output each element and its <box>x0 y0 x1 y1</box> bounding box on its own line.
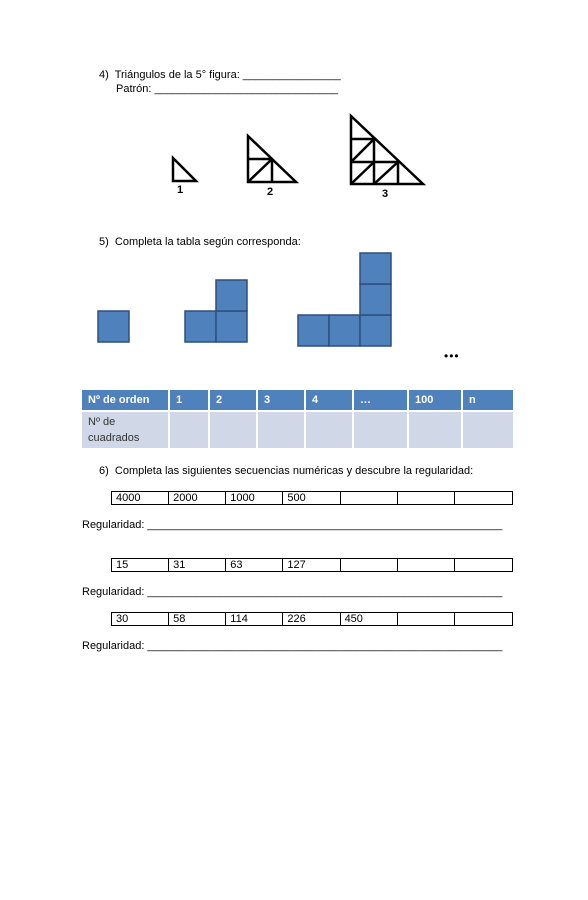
sequence-table-2 <box>111 558 513 572</box>
sequence-cell: 31 <box>169 559 226 572</box>
row-label <box>82 411 169 448</box>
q5-title: 5) Completa la tabla según corresponda: <box>99 236 301 248</box>
sequence-blank-cell[interactable] <box>397 613 454 626</box>
answer-cell[interactable] <box>169 411 209 448</box>
sequence-blank-cell[interactable] <box>454 613 512 626</box>
sequence-cell: 4000 <box>112 492 169 505</box>
sequence-cell: 15 <box>112 559 169 572</box>
sequence-cell: 500 <box>283 492 340 505</box>
row-label-line1: Nº de <box>88 416 116 428</box>
answer-cell[interactable] <box>305 411 353 448</box>
regularidad-line-2: Regularidad: __________________________________________________________ <box>82 586 503 598</box>
header-cell: n <box>462 390 513 411</box>
sequence-row <box>112 492 513 505</box>
regularidad-line-3: Regularidad: __________________________________________________________ <box>82 640 503 652</box>
sequence-cell: 450 <box>340 613 397 626</box>
square-figure-3 <box>298 253 391 346</box>
header-cell: 3 <box>257 390 305 411</box>
ellipsis-dots: ••• <box>444 349 460 363</box>
answer-cell[interactable] <box>408 411 462 448</box>
answer-cell[interactable] <box>353 411 408 448</box>
header-cell: 1 <box>169 390 209 411</box>
order-table-body-row <box>82 411 513 448</box>
q6-title: 6) Completa las siguientes secuencias numéricas y descubre la regularidad: <box>99 465 474 477</box>
sequence-blank-cell[interactable] <box>454 492 512 505</box>
q4-pattern-line: Patrón: ______________________________ <box>116 83 339 95</box>
sequence-cell: 63 <box>226 559 283 572</box>
figure-label-1: 1 <box>177 184 184 196</box>
answer-cell[interactable] <box>462 411 513 448</box>
sequence-cell: 2000 <box>169 492 226 505</box>
regularidad-line-1: Regularidad: __________________________________________________________ <box>82 519 503 531</box>
sequence-blank-cell[interactable] <box>397 559 454 572</box>
sequence-blank-cell[interactable] <box>397 492 454 505</box>
square-figure-1 <box>98 311 129 342</box>
answer-cell[interactable] <box>257 411 305 448</box>
order-table-header <box>82 390 513 411</box>
sequence-cell: 114 <box>226 613 283 626</box>
sequence-blank-cell[interactable] <box>340 559 397 572</box>
figure-label-3: 3 <box>382 188 389 200</box>
header-cell: … <box>353 390 408 411</box>
sequence-blank-cell[interactable] <box>454 559 512 572</box>
sequence-blank-cell[interactable] <box>340 492 397 505</box>
header-cell: 2 <box>209 390 257 411</box>
q4-line1: 4) Triángulos de la 5° figura: ________________ <box>99 69 341 81</box>
sequence-row <box>112 613 513 626</box>
sequence-cell: 58 <box>169 613 226 626</box>
figure-label-2: 2 <box>267 186 274 198</box>
sequence-cell: 30 <box>112 613 169 626</box>
sequence-row <box>112 559 513 572</box>
square-figure-2 <box>185 280 247 342</box>
header-cell: 100 <box>408 390 462 411</box>
sequence-table-3 <box>111 612 513 626</box>
sequence-cell: 1000 <box>226 492 283 505</box>
order-table <box>82 390 513 448</box>
answer-cell[interactable] <box>209 411 257 448</box>
sequence-table-1 <box>111 491 513 505</box>
sequence-cell: 226 <box>283 613 340 626</box>
row-label-line2: cuadrados <box>88 432 140 444</box>
header-cell: 4 <box>305 390 353 411</box>
header-cell: Nº de orden <box>82 390 169 411</box>
sequence-cell: 127 <box>283 559 340 572</box>
